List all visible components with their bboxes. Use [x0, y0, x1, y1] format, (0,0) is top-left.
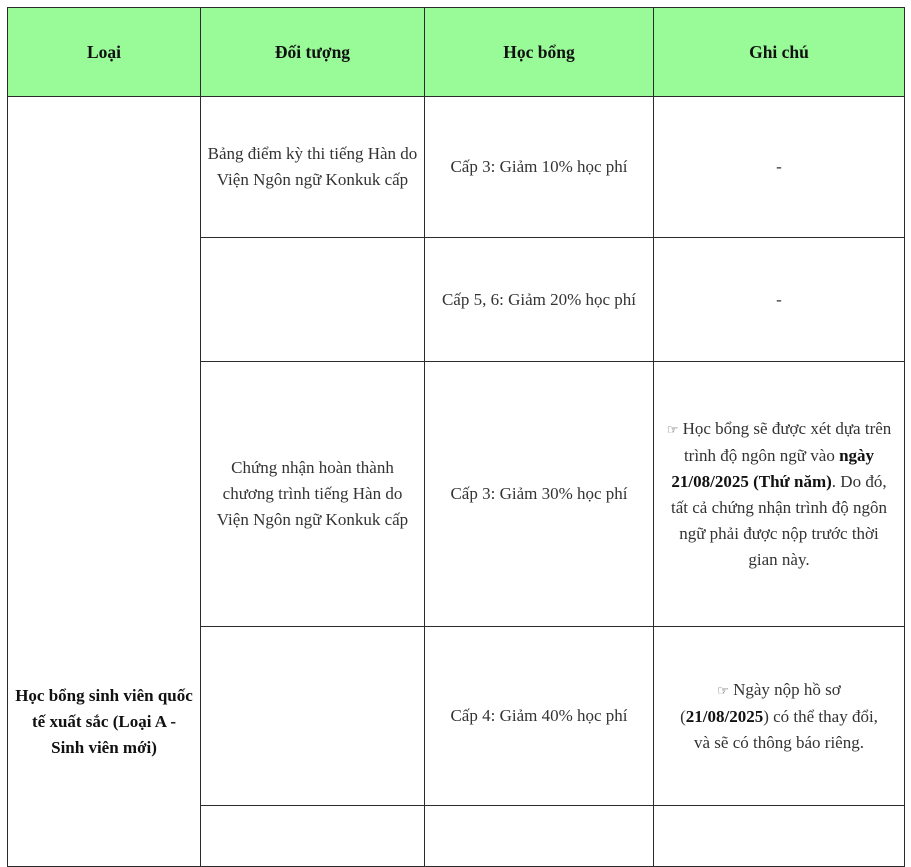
- note-cell: -: [654, 97, 905, 238]
- note-cell: [654, 627, 905, 806]
- header-hoc-bong: Học bổng: [425, 8, 654, 97]
- note-cell: [654, 806, 905, 867]
- scholarship-cell: Cấp 4: Giảm 40% học phí: [425, 627, 654, 806]
- note-text: ) có thể thay đổi, và sẽ có thông báo riêng.: [694, 706, 878, 752]
- note-cell: [654, 362, 905, 627]
- scholarship-cell: Cấp 5, 6: Giảm 20% học phí: [425, 238, 654, 362]
- note-text: . Do đó, tất cả chứng nhận trình độ ngôn ngữ phải được nộp trước thời gian này.: [671, 471, 887, 569]
- note-cell: -: [654, 238, 905, 362]
- note-text: Học bổng sẽ được xét dựa trên trình độ ngôn ngữ vào: [682, 418, 892, 465]
- scholarship-cell: Cấp 3: Giảm 30% học phí: [425, 362, 654, 627]
- target-cell: [201, 238, 425, 362]
- target-cell: [201, 627, 425, 806]
- target-cell: Bảng điểm kỳ thi tiếng Hàn do Viện Ngôn ngữ Konkuk cấp: [201, 97, 425, 238]
- header-ghi-chu: Ghi chú: [654, 8, 905, 97]
- pointing-hand-icon: ☞: [666, 421, 679, 437]
- header-doi-tuong: Đối tượng: [201, 8, 425, 97]
- target-cell: Chứng nhận hoàn thành chương trình tiếng Hàn do Viện Ngôn ngữ Konkuk cấp: [201, 362, 425, 627]
- scholarship-cell: [425, 806, 654, 867]
- scholarship-cell: Cấp 3: Giảm 10% học phí: [425, 97, 654, 238]
- target-cell: [201, 806, 425, 867]
- scholarship-table: [7, 7, 905, 867]
- header-loai: Loại: [8, 8, 201, 97]
- note-text: Ngày nộp hồ sơ (: [680, 679, 841, 726]
- category-cell: Học bổng sinh viên quốc tế xuất sắc (Loại A - Sinh viên mới): [8, 97, 201, 867]
- note-date: 21/08/2025: [685, 706, 764, 726]
- table-header-row: [8, 8, 905, 97]
- note-date: ngày 21/08/2025 (Thứ năm): [671, 445, 875, 491]
- pointing-hand-icon: ☞: [717, 682, 729, 698]
- table-row: [8, 97, 905, 238]
